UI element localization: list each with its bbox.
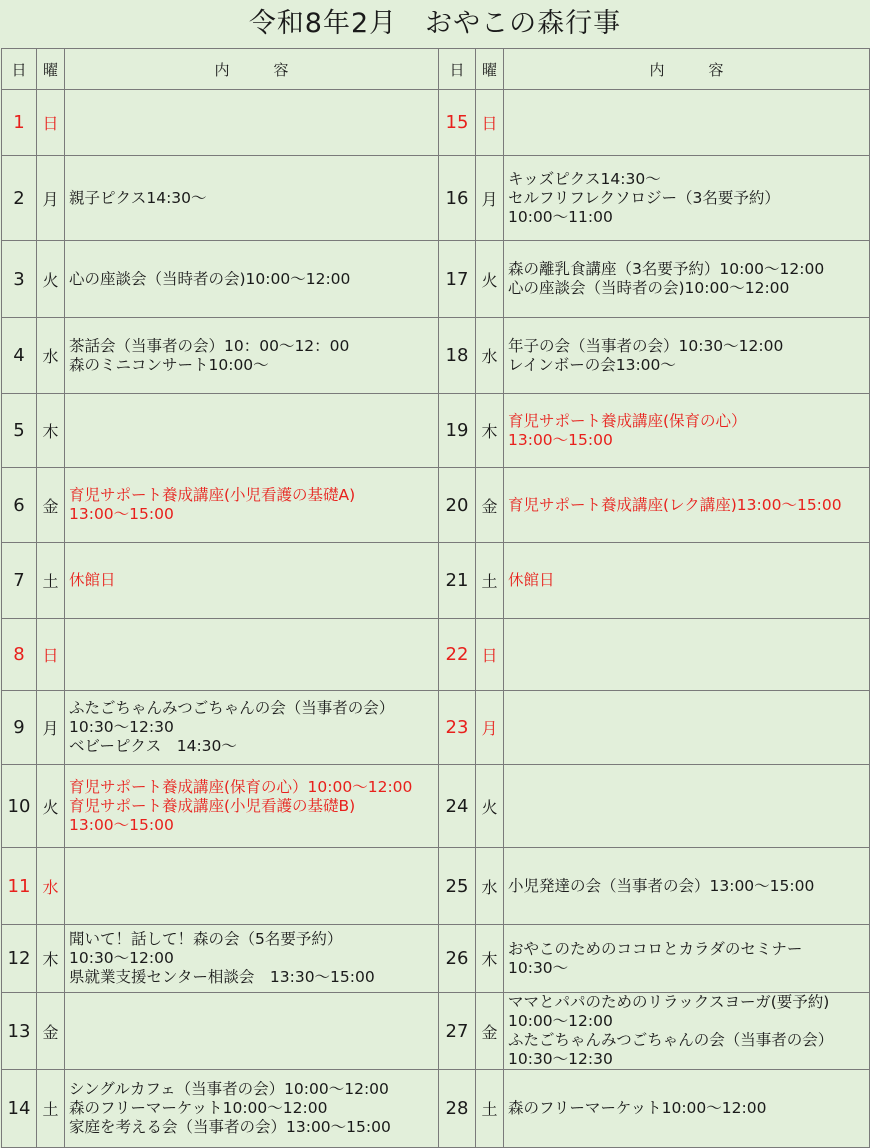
event-content <box>504 848 870 925</box>
event-content <box>65 925 439 993</box>
event-content <box>65 241 439 318</box>
weekday: 月 <box>476 691 504 765</box>
event-line: 10:30～12:30 <box>508 1050 613 1068</box>
header-weekday: 曜 <box>37 49 65 90</box>
weekday: 土 <box>476 1070 504 1148</box>
weekday: 木 <box>37 394 65 468</box>
event-line: キッズピクス14:30～ <box>508 169 661 188</box>
event-line: 育児サポート養成講座(レク講座)13:00～15:00 <box>508 495 842 514</box>
calendar-row <box>2 543 870 619</box>
day-number: 6 <box>2 468 37 543</box>
event-line: 10:00～12:00 <box>508 1012 613 1030</box>
event-line: 心の座談会（当時者の会)10:00～12:00 <box>69 269 351 288</box>
weekday: 火 <box>476 241 504 318</box>
event-line: 森の離乳食講座（3名要予約）10:00～12:00 <box>508 260 825 278</box>
weekday: 火 <box>37 765 65 848</box>
event-line: セルフリフレクソロジー（3名要予約） <box>508 188 780 207</box>
event-line: 茶話会（当事者の会）10：00～12：00 <box>69 336 350 355</box>
event-content <box>504 619 870 691</box>
event-content <box>504 925 870 993</box>
calendar-row <box>2 318 870 394</box>
event-line: 聞いて！話して！森の会（5名要予約） <box>69 930 343 948</box>
event-line: 10:30～12:00 <box>69 949 174 967</box>
event-content <box>65 691 439 765</box>
event-content <box>504 394 870 468</box>
event-line: 育児サポート養成講座(小児看護の基礎B) <box>69 796 356 815</box>
event-line: 親子ピクス14:30～ <box>69 188 207 207</box>
event-content <box>65 468 439 543</box>
calendar-row <box>2 156 870 241</box>
weekday: 金 <box>37 468 65 543</box>
event-content <box>504 156 870 241</box>
day-number: 20 <box>439 468 476 543</box>
event-content <box>65 848 439 925</box>
event-line: 10:30～ <box>508 958 569 977</box>
weekday: 木 <box>476 925 504 993</box>
weekday: 火 <box>37 241 65 318</box>
event-content <box>504 90 870 156</box>
calendar-row <box>2 394 870 468</box>
event-line: 森のフリーマーケット10:00～12:00 <box>508 1099 767 1117</box>
calendar-row <box>2 90 870 156</box>
day-number: 28 <box>439 1070 476 1148</box>
day-number: 8 <box>2 619 37 691</box>
weekday: 土 <box>37 543 65 619</box>
weekday: 水 <box>37 848 65 925</box>
calendar-row <box>2 619 870 691</box>
event-line: 育児サポート養成講座(小児看護の基礎A) <box>69 486 356 504</box>
event-line: 心の座談会（当時者の会)10:00～12:00 <box>508 279 790 297</box>
event-content <box>504 691 870 765</box>
day-number: 16 <box>439 156 476 241</box>
weekday: 月 <box>37 156 65 241</box>
weekday: 金 <box>37 993 65 1070</box>
event-line: 育児サポート養成講座(保育の心）10:00～12:00 <box>69 777 413 796</box>
weekday: 月 <box>476 156 504 241</box>
day-number: 12 <box>2 925 37 993</box>
event-line: 休館日 <box>69 571 116 589</box>
event-content <box>65 543 439 619</box>
day-number: 5 <box>2 394 37 468</box>
event-content <box>504 993 870 1070</box>
day-number: 21 <box>439 543 476 619</box>
weekday: 日 <box>476 619 504 691</box>
event-content <box>504 241 870 318</box>
day-number: 23 <box>439 691 476 765</box>
weekday: 土 <box>37 1070 65 1148</box>
header-day: 日 <box>439 49 476 90</box>
event-line: 13:00～15:00 <box>69 815 174 834</box>
event-line: 小児発達の会（当事者の会）13:00～15:00 <box>508 876 815 895</box>
day-number: 11 <box>2 848 37 925</box>
day-number: 24 <box>439 765 476 848</box>
event-line: ママとパパのためのリラックスヨーガ(要予約) <box>508 993 830 1011</box>
event-line: ふたごちゃんみつごちゃんの会（当事者の会） <box>69 699 395 717</box>
calendar-row <box>2 993 870 1070</box>
day-number: 15 <box>439 90 476 156</box>
event-content <box>65 90 439 156</box>
event-line: おやこのためのココロとカラダのセミナー <box>508 939 803 958</box>
event-line: 森のミニコンサート10:00～ <box>69 355 269 374</box>
day-number: 17 <box>439 241 476 318</box>
event-line: 13:00～15:00 <box>508 430 613 449</box>
day-number: 19 <box>439 394 476 468</box>
event-line: 10:30～12:30 <box>69 718 174 736</box>
event-line: 13:00～15:00 <box>69 505 174 523</box>
event-line: 休館日 <box>508 571 555 589</box>
day-number: 22 <box>439 619 476 691</box>
calendar-row <box>2 691 870 765</box>
event-line: シングルカフェ（当事者の会）10:00～12:00 <box>69 1080 389 1098</box>
event-content <box>65 619 439 691</box>
weekday: 金 <box>476 468 504 543</box>
event-content <box>504 543 870 619</box>
weekday: 日 <box>476 90 504 156</box>
weekday: 水 <box>476 318 504 394</box>
header-content: 内 容 <box>504 49 870 90</box>
day-number: 14 <box>2 1070 37 1148</box>
weekday: 木 <box>476 394 504 468</box>
day-number: 13 <box>2 993 37 1070</box>
calendar-row <box>2 765 870 848</box>
calendar-row <box>2 468 870 543</box>
event-line: レインボーの会13:00～ <box>508 355 676 374</box>
calendar-row <box>2 1070 870 1148</box>
day-number: 25 <box>439 848 476 925</box>
event-line: 家庭を考える会（当事者の会）13:00～15:00 <box>69 1118 391 1136</box>
weekday: 水 <box>37 318 65 394</box>
weekday: 金 <box>476 993 504 1070</box>
day-number: 7 <box>2 543 37 619</box>
event-line: 県就業支援センター相談会 13:30～15:00 <box>69 968 375 986</box>
calendar-row <box>2 925 870 993</box>
event-content <box>504 318 870 394</box>
event-line: 育児サポート養成講座(保育の心） <box>508 411 747 430</box>
event-content <box>504 1070 870 1148</box>
event-content <box>65 156 439 241</box>
calendar-row <box>2 848 870 925</box>
calendar-row <box>2 241 870 318</box>
event-content <box>65 993 439 1070</box>
weekday: 水 <box>476 848 504 925</box>
event-content <box>504 765 870 848</box>
day-number: 26 <box>439 925 476 993</box>
day-number: 4 <box>2 318 37 394</box>
day-number: 3 <box>2 241 37 318</box>
weekday: 木 <box>37 925 65 993</box>
day-number: 10 <box>2 765 37 848</box>
day-number: 18 <box>439 318 476 394</box>
header-day: 日 <box>2 49 37 90</box>
header-content: 内 容 <box>65 49 439 90</box>
day-number: 2 <box>2 156 37 241</box>
day-number: 9 <box>2 691 37 765</box>
event-line: ベビーピクス 14:30～ <box>69 737 237 755</box>
day-number: 27 <box>439 993 476 1070</box>
page-title: 令和8年2月 おやこの森行事 <box>248 8 622 39</box>
event-line: 年子の会（当事者の会）10:30～12:00 <box>508 336 784 355</box>
header-row <box>2 49 870 90</box>
event-content <box>65 394 439 468</box>
event-content <box>65 765 439 848</box>
event-content <box>504 468 870 543</box>
event-line: ふたごちゃんみつごちゃんの会（当事者の会） <box>508 1031 834 1049</box>
weekday: 日 <box>37 90 65 156</box>
weekday: 日 <box>37 619 65 691</box>
header-weekday: 曜 <box>476 49 504 90</box>
event-content <box>65 318 439 394</box>
event-content <box>65 1070 439 1148</box>
schedule-table <box>1 48 870 1148</box>
event-line: 10:00～11:00 <box>508 207 613 226</box>
weekday: 土 <box>476 543 504 619</box>
weekday: 月 <box>37 691 65 765</box>
weekday: 火 <box>476 765 504 848</box>
day-number: 1 <box>2 90 37 156</box>
event-line: 森のフリーマーケット10:00～12:00 <box>69 1099 328 1117</box>
